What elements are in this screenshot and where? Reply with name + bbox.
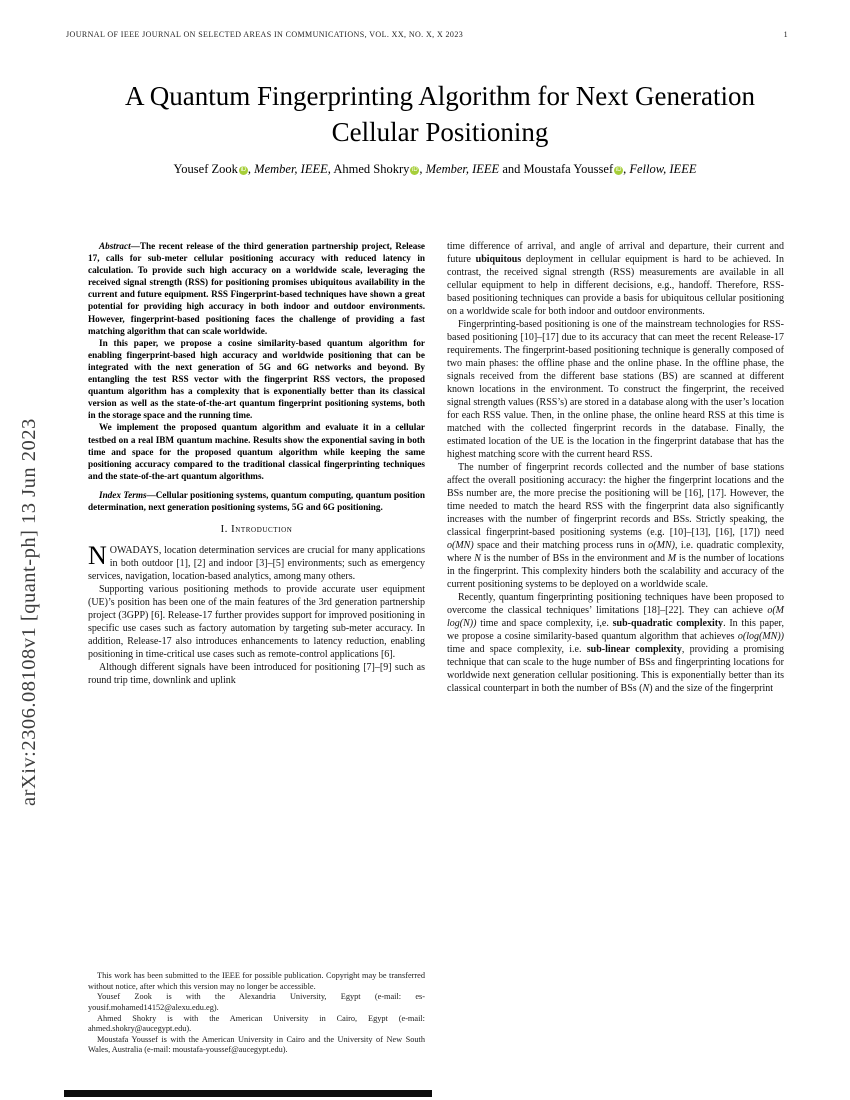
footnote-author-3: Moustafa Youssef is with the American University in Cairo and the University of New South Wales, Australia (e-mail: moustafa-youssef@aucegypt.edu). — [88, 1034, 425, 1055]
intro-text-1: OWADAYS, location determination services are crucial for many applications in both outdoor [1], [2] and indoor [3]–[5] environments; such as emergency services, navigation, location-based analytics, among many others. — [88, 545, 425, 583]
right-column — [447, 240, 784, 1060]
arxiv-banner: arXiv:2306.08108v1 [quant-ph] 13 Jun 2023 — [18, 418, 40, 806]
author-separator: , — [623, 162, 630, 176]
intro-paragraph-2: Supporting various positioning methods to provide accurate user equipment (UE)’s position has been one of the main features of the 3rd generation partnership project (3GPP) [6]. Release-17 further provides support for improved positioning in specific use cases such as factory automation by targeting sub-meter accuracy. In addition, Release-17 also introduces enhancements to latency reduction, enabling positioning in time-critical use cases such as remote-control applications [6]. — [88, 584, 425, 661]
footnote-author-2: Ahmed Shokry is with the American University in Cairo, Egypt (e-mail: ahmed.shokry@aucegypt.edu). — [88, 1013, 425, 1034]
author-separator: , — [247, 162, 255, 176]
body-paragraph-4: Recently, quantum fingerprinting positioning techniques have been proposed to overcome the classical techniques’ limitations [18]–[22]. They can achieve o(M log(N)) time and space complexity, i,e. sub-quadratic complexity. In this paper, we propose a cosine similarity-based quantum algorithm that achieves o(log(MN)) time and space complexity, i.e. sub-linear complexity, providing a promising technique that can scale to the huge number of BSs and fingerprinting locations for worldwide next generation cellular positioning. This is exponentially better than its classical counterpart in both the number of BSs (N) and the size of the fingerprint — [447, 592, 784, 694]
journal-name: JOURNAL OF IEEE JOURNAL ON SELECTED AREAS IN COMMUNICATIONS, VOL. XX, NO. X, X 2023 — [66, 30, 464, 39]
author-3-name: Moustafa Youssef — [523, 162, 614, 176]
author-2 — [333, 162, 523, 176]
author-1-role: Member, IEEE — [254, 162, 328, 176]
author-3-role: Fellow, IEEE — [629, 162, 697, 176]
author-1-name: Yousef Zook — [173, 162, 238, 176]
author-2-name: Ahmed Shokry — [333, 162, 410, 176]
page-number: 1 — [783, 30, 788, 39]
paper-title: A Quantum Fingerprinting Algorithm for Next Generation Cellular Positioning — [125, 81, 755, 148]
section-heading-introduction: I. Introduction — [220, 524, 293, 536]
left-column — [88, 240, 425, 1060]
body-paragraph-1: time difference of arrival, and angle of arrival and departure, their current and future ubiquitous deployment in cellular equipment is hard to be achieved. In contrast, the received signal strength (RSS) measurements are available in all cellular equipment to help in different decisions, e.g., handoff. Therefore, RSS-based positioning techniques can provide a basis for ubiquitous cellular positioning on a worldwide scale for both indoor and outdoor environments. — [447, 241, 784, 317]
author-2-role: Member, IEEE — [425, 162, 500, 176]
abstract-paragraph-2: In this paper, we propose a cosine similarity-based quantum algorithm for enabling fingerprint-based high accuracy and worldwide positioning that can be integrated with the next generation of 5G and 6G networks and beyond. By entangling the test RSS vector with the fingerprint RSS vectors, the proposed quantum algorithm has a complexity that is exponentially better than its classical version as well as the state-of-the-art quantum fingerprint positioning systems, both in the storage space and the running time. — [88, 337, 425, 421]
author-separator: and — [499, 162, 524, 176]
footnote-author-1: Yousef Zook is with the Alexandria University, Egypt (e-mail: es-yousif.mohamed14152@alexu.edu.eg). — [88, 992, 425, 1013]
orcid-icon: iD — [412, 167, 418, 173]
index-terms-text: —Cellular positioning systems, quantum computing, quantum position determination, next generation positioning systems, 5G and 6G positioning. — [88, 489, 426, 512]
index-terms-lead: Index Terms — [99, 489, 147, 500]
index-terms — [88, 489, 425, 513]
abstract-text-1: —The recent release of the third generation partnership project, Release 17, calls for sub-meter cellular positioning accuracy with reduced latency in calculation. To provide such high accuracy on a worldwide scale, leveraging the received signal strength (RSS) for positioning promises ubiquitous availability in the current and future equipment. RSS Fingerprint-based techniques have shown a great potential for providing high accuracy in both indoor and outdoor environments. However, fingerprint-based positioning faces the challenge of providing a fast matching algorithm that can scale worldwide. — [88, 241, 425, 336]
footnote-copyright: This work has been submitted to the IEEE for possible publication. Copyright may be transferred without notice, after which this version may no longer be accessible. — [88, 971, 425, 991]
dropcap-letter: N — [88, 541, 107, 571]
author-3 — [524, 162, 697, 176]
author-1 — [174, 162, 334, 176]
orcid-icon: iD — [240, 167, 247, 173]
running-header — [66, 30, 788, 39]
abstract-lead: Abstract — [99, 241, 131, 251]
page-edge-artifact — [64, 1090, 432, 1097]
body-paragraph-2: Fingerprinting-based positioning is one of the mainstream technologies for RSS-based positioning [10]–[17] due to its accuracy that can meet the recent Release-17 requirements. The fingerprint-based positioning technique is generally composed of two main phases: the offline phase and the online phase. In the offline phase, the signals received from the different base stations (BS) are scanned at different known locations in the environment. To construct the fingerprint, the received signal strength values (RSS’s) are stored in a database along with the user’s location for each RSS value. Then, in the online phase, the online heard RSS at this time is matched with the collected fingerprint records in the database. Finally, the estimated location of the UE is the location in the fingerprint database that has the highest matching score with the current heard RSS. — [447, 319, 784, 460]
intro-paragraph-1 — [88, 541, 425, 583]
footnote-block — [88, 971, 425, 1056]
abstract-paragraph-1 — [88, 240, 425, 337]
author-separator: , — [327, 162, 334, 176]
abstract-paragraph-3: We implement the proposed quantum algorithm and evaluate it in a cellular testbed on a real IBM quantum machine. Results show the exponential saving in both time and space for the proposed quantum algorithm while keeping the same positioning accuracy compared to the traditional classical fingerprinting techniques and the state-of-the-art quantum algorithms. — [88, 422, 425, 481]
body-paragraph-3: The number of fingerprint records collected and the number of base stations affect the overall positioning accuracy: the higher the fingerprint locations and the BSs number are, the more precise the positioning will be [16], [17]. However, the time needed to match the heard RSS with the fingerprint data also significantly increases with the number of fingerprint records and BSs. Strictly speaking, the classical fingerprint-based positioning systems (e.g. [10]–[13], [16], [17]) need o(MN) space and their matching process runs in o(MN), i.e. quadratic complexity, where N is the number of BSs in the environment and M is the number of locations in the fingerprint. This complexity hinders both the scalability and accuracy of the current positioning systems to be deployed on a worldwide scale. — [447, 462, 784, 590]
two-column-body — [88, 240, 784, 1060]
author-separator: , — [419, 162, 426, 176]
intro-paragraph-3: Although different signals have been introduced for positioning [7]–[9] such as round trip time, downlink and uplink — [88, 662, 425, 687]
author-line — [60, 162, 810, 177]
orcid-icon: iD — [615, 167, 622, 173]
